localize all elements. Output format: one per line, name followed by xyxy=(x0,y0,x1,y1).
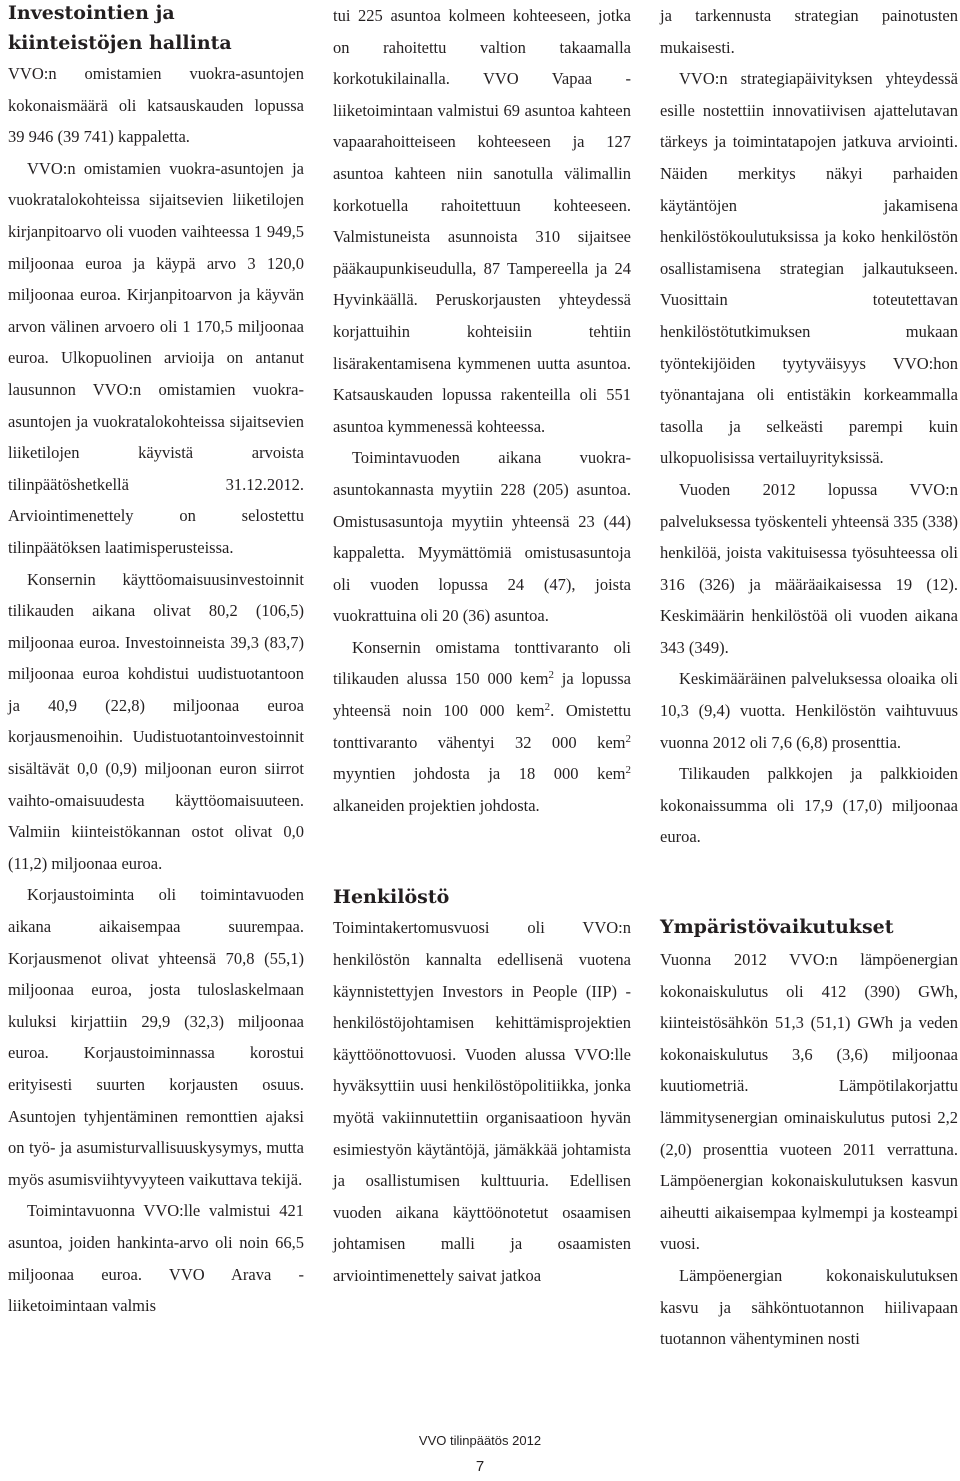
heading-personnel: Henkilöstö xyxy=(333,886,450,909)
paragraph-rental-count: VVO:n omistamien vuokra-asuntojen kokonaismäärä oli katsauskauden lopussa 39 946 (39 741) kappaletta. xyxy=(8,64,304,147)
column-3 xyxy=(660,0,958,1355)
paragraph-salaries: Tilikauden palkkojen ja palkkioiden kokonaissumma oli 17,9 (17,0) miljoonaa euroa. xyxy=(660,764,958,847)
paragraph-energy-consumption: Vuonna 2012 VVO:n lämpöenergian kokonaiskulutus oli 412 (390) GWh, kiinteistösähkön 51,3 (51,1) GWh ja veden kokonaiskulutus 3,6 (3,6) miljoonaa kuutiometriä. Lämpötilakorjattu lämmitysenergian ominaiskulutus putosi 2,2 (2,0) prosenttia vuoteen 2011 verrattuna. Lämpöenergian kokonaiskulutuksen kasvun aiheutti aikaisempaa kylmempi ja kosteampi vuosi. xyxy=(660,950,958,1254)
paragraph-completed-units: Toimintavuonna VVO:lle valmistui 421 asuntoa, joiden hankinta-arvo oli noin 66,5 miljoonaa euroa. VVO Arava -liiketoimintaan valmis xyxy=(8,1201,304,1316)
column-1 xyxy=(8,0,304,1322)
paragraph-strategy-continued: ja tarkennusta strategian painotusten mukaisesti. xyxy=(660,6,958,57)
paragraph-land-reserve: Konsernin omistama tonttivaranto oli tilikauden alussa 150 000 kem$^2$ ja lopussa yhteensä noin 100 000 kem$^2$. Omistettu tonttivaranto vähentyi 32 000 kem$^2$ myyntien johdosta ja 18 000 kem$^2$ alkaneiden projektien johdosta. xyxy=(333,637,631,815)
paragraph-repairs: Korjaustoiminta oli toimintavuoden aikana aikaisempaa suurempaa. Korjausmenot olivat yhteensä 70,8 (55,1) miljoonaa euroa, josta tuloslaskelmaan kuluksi kirjattiin 29,9 (32,3) miljoonaa euroa. Korjaustoiminnassa korostui erityisesti suurten korjausten osuus. Asuntojen tyhjentäminen remonttien ajaksi on työ- ja asumisturvallisuuskysymys, mutta myös asumisviihtyvyyteen vaikuttava tekijä. xyxy=(8,885,304,1189)
footer-document-title: VVO tilinpäätös 2012 xyxy=(418,1433,542,1448)
paragraph-headcount: Vuoden 2012 lopussa VVO:n palveluksessa työskenteli yhteensä 335 (338) henkilöä, joista vakituisessa työsuhteessa oli 316 (326) ja määräaikaisessa 19 (12). Keskimäärin henkilöstöä oli vuoden aikana 343 (349). xyxy=(660,479,958,657)
heading-investments: Investointien ja kiinteistöjen hallinta xyxy=(8,2,232,54)
heading-environment: Ympäristövaikutukset xyxy=(660,916,894,939)
paragraph-sales: Toimintavuoden aikana vuokra-asuntokannasta myytiin 228 (205) asuntoa. Omistusasuntoja myytiin yhteensä 23 (44) kappaletta. Myymättömiä omistusasuntoja oli vuoden lopussa 24 (47), joista vuokrattuina oli 20 (36) asuntoa. xyxy=(333,448,631,626)
column-2 xyxy=(333,0,631,1292)
paragraph-personnel-development: Toimintakertomusvuosi oli VVO:n henkilöstön kannalta edellisenä vuotena käynnistettyjen Investors in People (IIP) -henkilöstöjohtamisen kehittämisprojektien käyttöönottovuosi. Vuoden alussa VVO:lle hyväksyttiin uusi henkilöstöpolitiikka, jonka myötä vakiinnutettiin organisaatioon hyvän esimiestyön käytäntöjä, jämäkkää johtamista ja osallistumisen kulttuuria. Edellisen vuoden aikana käyttöönotetut osaamisen johtamisen malli ja osaamisten arviointimenettely saivat jatkoa xyxy=(333,918,631,1285)
paragraph-energy-growth: Lämpöenergian kokonaiskulutuksen kasvu ja sähköntuotannon hiilivapaan tuotannon vähentyminen nosti xyxy=(660,1265,958,1349)
paragraph-tenure: Keskimääräinen palveluksessa oloaika oli 10,3 (9,4) vuotta. Henkilöstön vaihtuvuus vuonna 2012 oli 7,6 (6,8) prosenttia. xyxy=(660,669,958,752)
paragraph-strategy-update: VVO:n strategiapäivityksen yhteydessä esille nostettiin innovatiivisen ajattelutavan tärkeys ja toimintatapojen jatkuva arviointi. Näiden merkitys näkyi parhaiden käytäntöjen jakamisena henkilöstökoulutuksissa ja koko henkilöstön osallistamisena strategian jalkautukseen. Vuosittain toteutettavan henkilöstötutkimuksen mukaan työntekijöiden tyytyväisyys VVO:hon työnantajana oli entistäkin korkeammalla tasolla ja selkeästi parempi kuin ulkopuolisissa vertailuyrityksissä. xyxy=(660,69,958,468)
paragraph-completed-continued: tui 225 asuntoa kolmeen kohteeseen, jotka on rahoitettu valtion takaamalla korkotukilainalla. VVO Vapaa -liiketoimintaan valmistui 69 asuntoa kahteen vapaarahoitteiseen kohteeseen ja 127 asuntoa kahteen niin sanotulla välimallin korkotuella rahoitettuun kohteeseen. Valmistuneista asunnoista 310 sijaitsee pääkaupunkiseudulla, 87 Tampereella ja 24 Hyvinkäällä. Peruskorjausten yhteydessä korjattuihin kohteisiin tehtiin lisärakentamisena kymmenen uutta asuntoa. Katsauskauden lopussa rakenteilla oli 551 asuntoa kymmenessä kohteessa. xyxy=(333,6,631,436)
paragraph-investments: Konsernin käyttöomaisuusinvestoinnit tilikauden aikana olivat 80,2 (106,5) miljoonaa euroa. Investoinneista 39,3 (83,7) miljoonaa euroa kohdistui uudistuotantoon ja 40,9 (22,8) miljoonaa euroa korjausmenoihin. Uudistuotantoinvestoinnit sisältävät 0,0 (0,9) miljoonan euron siirrot vaihto-omaisuudesta käyttöomaisuuteen. Valmiin kiinteistökannan ostot olivat 0,0 (11,2) miljoonaa euroa. xyxy=(8,569,304,873)
paragraph-book-value: VVO:n omistamien vuokra-asuntojen ja vuokratalokohteissa sijaitsevien liiketilojen kirjanpitoarvo oli vuoden vaihteessa 1 949,5 miljoonaa euroa ja käypä arvo 3 120,0 miljoonaa euroa. Kirjanpitoarvon ja käyvän arvon välinen arvoero oli 1 170,5 miljoonaa euroa. Ulkopuolinen arvioija on antanut lausunnon VVO:n omistamien vuokra-asuntojen ja vuokratalokohteissa sijaitsevien liiketilojen käyvistä arvoista tilinpäätöshetkellä 31.12.2012. Arviointimenettely on selostettu tilinpäätöksen laatimisperusteissa. xyxy=(8,158,304,557)
page-number: 7 xyxy=(475,1458,485,1475)
